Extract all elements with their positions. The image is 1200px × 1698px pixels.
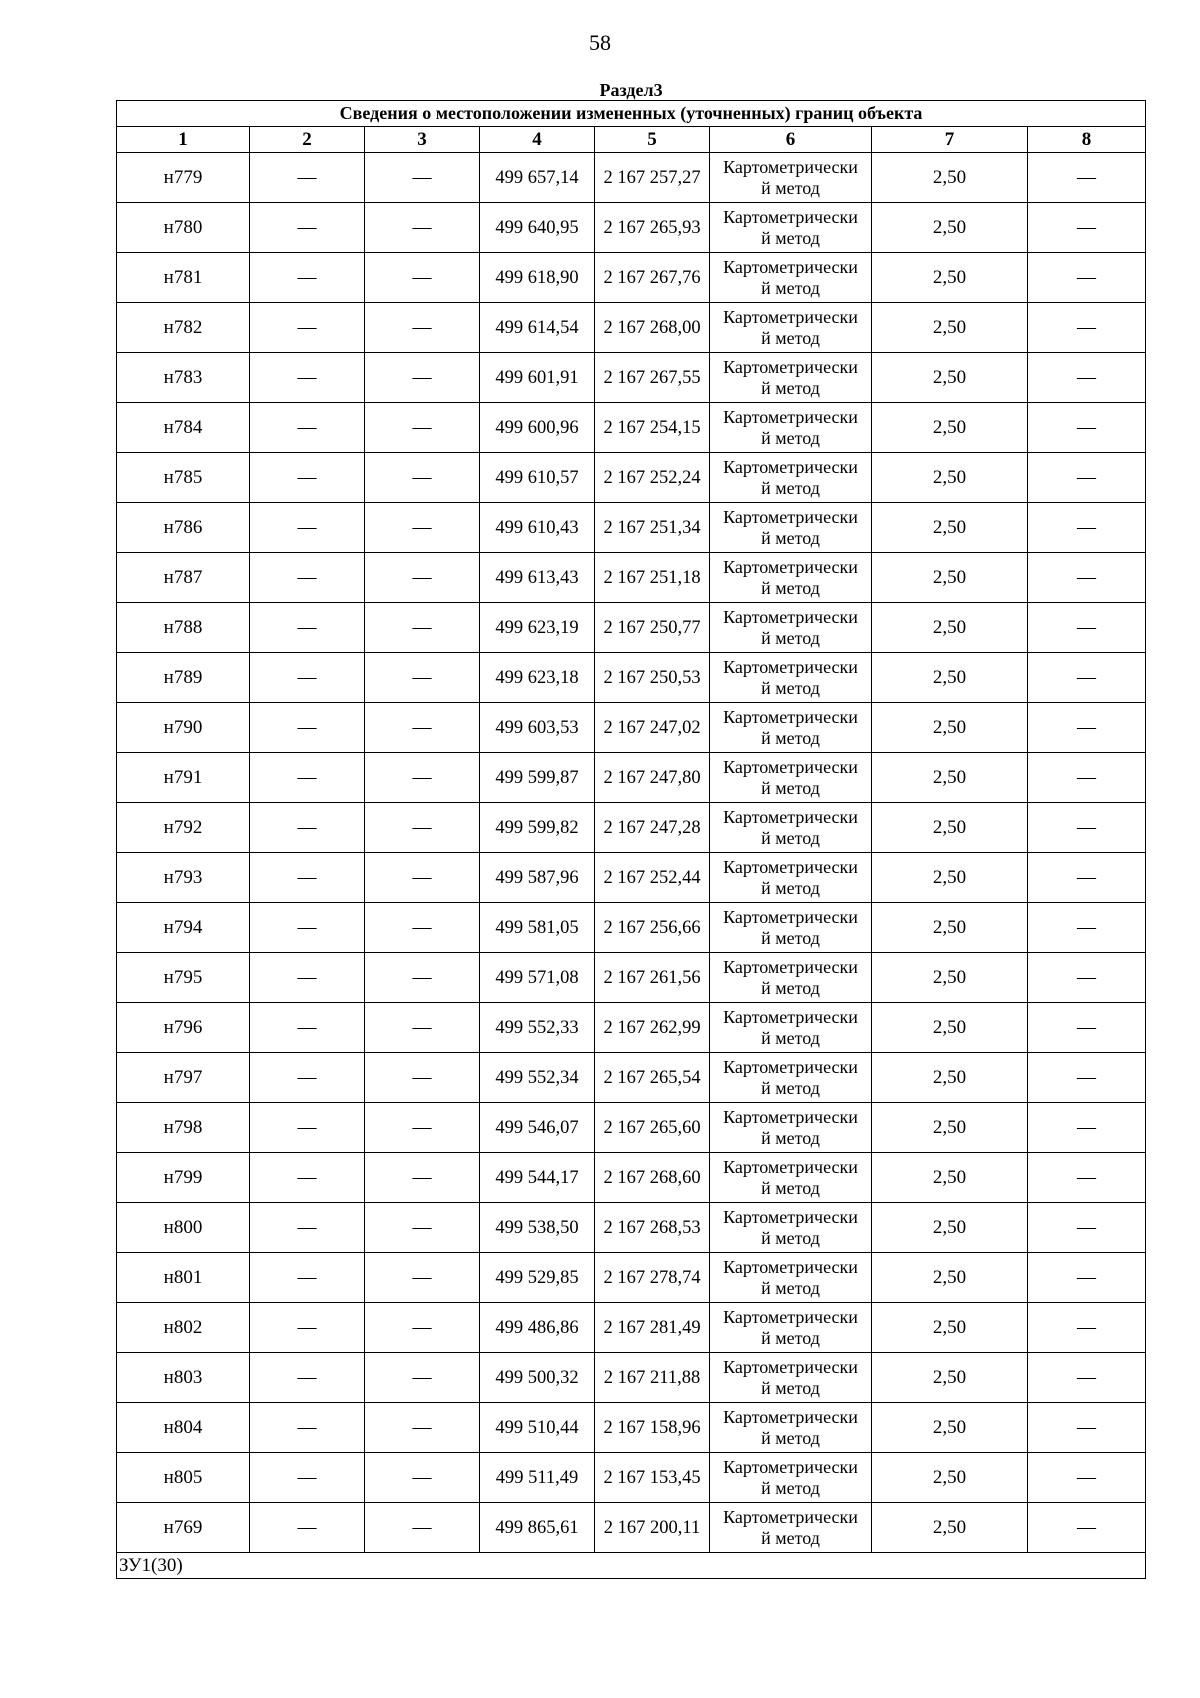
accuracy-cell: 2,50 — [872, 953, 1028, 1003]
accuracy-cell: 2,50 — [872, 403, 1028, 453]
column-3-cell: — — [365, 803, 480, 853]
accuracy-cell: 2,50 — [872, 1103, 1028, 1153]
y-coordinate-cell: 2 167 281,49 — [595, 1303, 710, 1353]
accuracy-cell: 2,50 — [872, 353, 1028, 403]
column-3-cell: — — [365, 903, 480, 953]
table-row — [117, 553, 1146, 603]
point-id-cell: н784 — [117, 403, 250, 453]
column-8-cell: — — [1028, 753, 1146, 803]
x-coordinate-cell: 499 587,96 — [480, 853, 595, 903]
column-8-cell: — — [1028, 303, 1146, 353]
x-coordinate-cell: 499 600,96 — [480, 403, 595, 453]
y-coordinate-cell: 2 167 250,77 — [595, 603, 710, 653]
accuracy-cell: 2,50 — [872, 1053, 1028, 1103]
y-coordinate-cell: 2 167 153,45 — [595, 1453, 710, 1503]
table-row — [117, 1503, 1146, 1553]
method-cell: Картометрически й метод — [710, 753, 872, 803]
x-coordinate-cell: 499 640,95 — [480, 203, 595, 253]
accuracy-cell: 2,50 — [872, 703, 1028, 753]
accuracy-cell: 2,50 — [872, 803, 1028, 853]
point-id-cell: н800 — [117, 1203, 250, 1253]
x-coordinate-cell: 499 581,05 — [480, 903, 595, 953]
column-number: 3 — [365, 127, 480, 153]
y-coordinate-cell: 2 167 252,44 — [595, 853, 710, 903]
method-cell: Картометрически й метод — [710, 1103, 872, 1153]
column-number-row — [117, 127, 1146, 153]
column-number: 6 — [710, 127, 872, 153]
column-2-cell: — — [250, 1503, 365, 1553]
y-coordinate-cell: 2 167 247,02 — [595, 703, 710, 753]
column-2-cell: — — [250, 1253, 365, 1303]
column-2-cell: — — [250, 903, 365, 953]
method-cell: Картометрически й метод — [710, 953, 872, 1003]
column-2-cell: — — [250, 603, 365, 653]
y-coordinate-cell: 2 167 247,80 — [595, 753, 710, 803]
accuracy-cell: 2,50 — [872, 653, 1028, 703]
table-row — [117, 1303, 1146, 1353]
point-id-cell: н804 — [117, 1403, 250, 1453]
accuracy-cell: 2,50 — [872, 253, 1028, 303]
y-coordinate-cell: 2 167 262,99 — [595, 1003, 710, 1053]
method-cell: Картометрически й метод — [710, 1353, 872, 1403]
method-cell: Картометрически й метод — [710, 553, 872, 603]
point-id-cell: н797 — [117, 1053, 250, 1103]
accuracy-cell: 2,50 — [872, 1003, 1028, 1053]
point-id-cell: н794 — [117, 903, 250, 953]
accuracy-cell: 2,50 — [872, 1203, 1028, 1253]
table-row — [117, 953, 1146, 1003]
x-coordinate-cell: 499 599,87 — [480, 753, 595, 803]
column-2-cell: — — [250, 503, 365, 553]
column-3-cell: — — [365, 953, 480, 1003]
column-3-cell: — — [365, 653, 480, 703]
point-id-cell: н786 — [117, 503, 250, 553]
method-cell: Картометрически й метод — [710, 1003, 872, 1053]
column-3-cell: — — [365, 1053, 480, 1103]
accuracy-cell: 2,50 — [872, 503, 1028, 553]
parcel-label: ЗУ1(30) — [117, 1553, 1146, 1579]
point-id-cell: н782 — [117, 303, 250, 353]
point-id-cell: н792 — [117, 803, 250, 853]
y-coordinate-cell: 2 167 256,66 — [595, 903, 710, 953]
column-2-cell: — — [250, 153, 365, 203]
column-3-cell: — — [365, 153, 480, 203]
x-coordinate-cell: 499 865,61 — [480, 1503, 595, 1553]
y-coordinate-cell: 2 167 257,27 — [595, 153, 710, 203]
column-8-cell: — — [1028, 253, 1146, 303]
column-8-cell: — — [1028, 1103, 1146, 1153]
y-coordinate-cell: 2 167 252,24 — [595, 453, 710, 503]
column-2-cell: — — [250, 303, 365, 353]
column-3-cell: — — [365, 353, 480, 403]
y-coordinate-cell: 2 167 250,53 — [595, 653, 710, 703]
column-8-cell: — — [1028, 353, 1146, 403]
point-id-cell: н802 — [117, 1303, 250, 1353]
method-cell: Картометрически й метод — [710, 1503, 872, 1553]
point-id-cell: н805 — [117, 1453, 250, 1503]
column-2-cell: — — [250, 453, 365, 503]
column-8-cell: — — [1028, 403, 1146, 453]
column-2-cell: — — [250, 1353, 365, 1403]
y-coordinate-cell: 2 167 251,34 — [595, 503, 710, 553]
x-coordinate-cell: 499 500,32 — [480, 1353, 595, 1403]
column-2-cell: — — [250, 853, 365, 903]
x-coordinate-cell: 499 552,33 — [480, 1003, 595, 1053]
method-cell: Картометрически й метод — [710, 903, 872, 953]
point-id-cell: н769 — [117, 1503, 250, 1553]
column-2-cell: — — [250, 553, 365, 603]
column-2-cell: — — [250, 1053, 365, 1103]
y-coordinate-cell: 2 167 247,28 — [595, 803, 710, 853]
method-cell: Картометрически й метод — [710, 1203, 872, 1253]
table-row — [117, 1153, 1146, 1203]
table-row — [117, 253, 1146, 303]
column-8-cell: — — [1028, 1453, 1146, 1503]
column-8-cell: — — [1028, 1303, 1146, 1353]
column-2-cell: — — [250, 203, 365, 253]
accuracy-cell: 2,50 — [872, 1453, 1028, 1503]
column-3-cell: — — [365, 1003, 480, 1053]
table-row — [117, 803, 1146, 853]
column-8-cell: — — [1028, 1153, 1146, 1203]
column-3-cell: — — [365, 1403, 480, 1453]
column-8-cell: — — [1028, 1503, 1146, 1553]
column-2-cell: — — [250, 803, 365, 853]
column-8-cell: — — [1028, 803, 1146, 853]
accuracy-cell: 2,50 — [872, 853, 1028, 903]
column-2-cell: — — [250, 1403, 365, 1453]
table-row — [117, 503, 1146, 553]
table-row — [117, 203, 1146, 253]
column-8-cell: — — [1028, 553, 1146, 603]
accuracy-cell: 2,50 — [872, 603, 1028, 653]
column-3-cell: — — [365, 503, 480, 553]
y-coordinate-cell: 2 167 200,11 — [595, 1503, 710, 1553]
accuracy-cell: 2,50 — [872, 1253, 1028, 1303]
y-coordinate-cell: 2 167 267,55 — [595, 353, 710, 403]
table-row — [117, 753, 1146, 803]
table-row — [117, 303, 1146, 353]
accuracy-cell: 2,50 — [872, 153, 1028, 203]
method-cell: Картометрически й метод — [710, 703, 872, 753]
x-coordinate-cell: 499 657,14 — [480, 153, 595, 203]
table-row — [117, 1453, 1146, 1503]
column-3-cell: — — [365, 1503, 480, 1553]
point-id-cell: н780 — [117, 203, 250, 253]
method-cell: Картометрически й метод — [710, 1153, 872, 1203]
x-coordinate-cell: 499 571,08 — [480, 953, 595, 1003]
table-row — [117, 403, 1146, 453]
x-coordinate-cell: 499 544,17 — [480, 1153, 595, 1203]
table-row — [117, 1203, 1146, 1253]
y-coordinate-cell: 2 167 251,18 — [595, 553, 710, 603]
x-coordinate-cell: 499 510,44 — [480, 1403, 595, 1453]
accuracy-cell: 2,50 — [872, 1353, 1028, 1403]
boundary-coordinates-table — [116, 80, 1146, 1579]
column-2-cell: — — [250, 1003, 365, 1053]
column-2-cell: — — [250, 703, 365, 753]
table-row — [117, 703, 1146, 753]
accuracy-cell: 2,50 — [872, 553, 1028, 603]
column-3-cell: — — [365, 203, 480, 253]
table-row — [117, 853, 1146, 903]
column-3-cell: — — [365, 253, 480, 303]
column-number: 2 — [250, 127, 365, 153]
y-coordinate-cell: 2 167 265,93 — [595, 203, 710, 253]
method-cell: Картометрически й метод — [710, 303, 872, 353]
column-8-cell: — — [1028, 503, 1146, 553]
method-cell: Картометрически й метод — [710, 1453, 872, 1503]
column-8-cell: — — [1028, 653, 1146, 703]
column-number: 1 — [117, 127, 250, 153]
table-row — [117, 1053, 1146, 1103]
table-title: Сведения о местоположении измененных (уточненных) границ объекта — [117, 101, 1146, 127]
y-coordinate-cell: 2 167 211,88 — [595, 1353, 710, 1403]
point-id-cell: н789 — [117, 653, 250, 703]
column-2-cell: — — [250, 403, 365, 453]
accuracy-cell: 2,50 — [872, 453, 1028, 503]
column-3-cell: — — [365, 1353, 480, 1403]
point-id-cell: н781 — [117, 253, 250, 303]
column-8-cell: — — [1028, 1253, 1146, 1303]
column-3-cell: — — [365, 1453, 480, 1503]
point-id-cell: н798 — [117, 1103, 250, 1153]
column-2-cell: — — [250, 953, 365, 1003]
column-2-cell: — — [250, 1203, 365, 1253]
column-8-cell: — — [1028, 203, 1146, 253]
y-coordinate-cell: 2 167 268,53 — [595, 1203, 710, 1253]
column-3-cell: — — [365, 403, 480, 453]
column-8-cell: — — [1028, 1053, 1146, 1103]
column-3-cell: — — [365, 1253, 480, 1303]
point-id-cell: н796 — [117, 1003, 250, 1053]
point-id-cell: н779 — [117, 153, 250, 203]
column-2-cell: — — [250, 1153, 365, 1203]
method-cell: Картометрически й метод — [710, 1053, 872, 1103]
method-cell: Картометрически й метод — [710, 503, 872, 553]
column-2-cell: — — [250, 353, 365, 403]
accuracy-cell: 2,50 — [872, 1503, 1028, 1553]
x-coordinate-cell: 499 546,07 — [480, 1103, 595, 1153]
method-cell: Картометрически й метод — [710, 1303, 872, 1353]
x-coordinate-cell: 499 610,57 — [480, 453, 595, 503]
y-coordinate-cell: 2 167 265,60 — [595, 1103, 710, 1153]
y-coordinate-cell: 2 167 267,76 — [595, 253, 710, 303]
accuracy-cell: 2,50 — [872, 753, 1028, 803]
column-8-cell: — — [1028, 903, 1146, 953]
column-8-cell: — — [1028, 153, 1146, 203]
column-3-cell: — — [365, 553, 480, 603]
column-8-cell: — — [1028, 703, 1146, 753]
table-row — [117, 153, 1146, 203]
column-2-cell: — — [250, 1103, 365, 1153]
y-coordinate-cell: 2 167 265,54 — [595, 1053, 710, 1103]
method-cell: Картометрически й метод — [710, 803, 872, 853]
column-number: 5 — [595, 127, 710, 153]
point-id-cell: н785 — [117, 453, 250, 503]
column-8-cell: — — [1028, 953, 1146, 1003]
x-coordinate-cell: 499 486,86 — [480, 1303, 595, 1353]
x-coordinate-cell: 499 613,43 — [480, 553, 595, 603]
column-3-cell: — — [365, 1103, 480, 1153]
column-3-cell: — — [365, 853, 480, 903]
table-row — [117, 1253, 1146, 1303]
column-3-cell: — — [365, 703, 480, 753]
table-row — [117, 1003, 1146, 1053]
x-coordinate-cell: 499 552,34 — [480, 1053, 595, 1103]
column-3-cell: — — [365, 753, 480, 803]
method-cell: Картометрически й метод — [710, 853, 872, 903]
column-8-cell: — — [1028, 1353, 1146, 1403]
y-coordinate-cell: 2 167 278,74 — [595, 1253, 710, 1303]
method-cell: Картометрически й метод — [710, 153, 872, 203]
x-coordinate-cell: 499 538,50 — [480, 1203, 595, 1253]
point-id-cell: н787 — [117, 553, 250, 603]
column-2-cell: — — [250, 653, 365, 703]
y-coordinate-cell: 2 167 254,15 — [595, 403, 710, 453]
x-coordinate-cell: 499 610,43 — [480, 503, 595, 553]
column-8-cell: — — [1028, 1003, 1146, 1053]
column-3-cell: — — [365, 1203, 480, 1253]
column-3-cell: — — [365, 1153, 480, 1203]
column-8-cell: — — [1028, 1403, 1146, 1453]
table-row — [117, 453, 1146, 503]
method-cell: Картометрически й метод — [710, 203, 872, 253]
point-id-cell: н795 — [117, 953, 250, 1003]
method-cell: Картометрически й метод — [710, 1253, 872, 1303]
column-number: 7 — [872, 127, 1028, 153]
section-label: Раздел3 — [599, 80, 663, 100]
table-row — [117, 1103, 1146, 1153]
column-2-cell: — — [250, 753, 365, 803]
table-row — [117, 353, 1146, 403]
method-cell: Картометрически й метод — [710, 453, 872, 503]
x-coordinate-cell: 499 601,91 — [480, 353, 595, 403]
accuracy-cell: 2,50 — [872, 203, 1028, 253]
method-cell: Картометрически й метод — [710, 1403, 872, 1453]
point-id-cell: н790 — [117, 703, 250, 753]
x-coordinate-cell: 499 623,18 — [480, 653, 595, 703]
column-3-cell: — — [365, 1303, 480, 1353]
column-2-cell: — — [250, 1453, 365, 1503]
x-coordinate-cell: 499 618,90 — [480, 253, 595, 303]
column-3-cell: — — [365, 603, 480, 653]
accuracy-cell: 2,50 — [872, 1303, 1028, 1353]
point-id-cell: н791 — [117, 753, 250, 803]
table-row — [117, 1353, 1146, 1403]
x-coordinate-cell: 499 603,53 — [480, 703, 595, 753]
point-id-cell: н799 — [117, 1153, 250, 1203]
column-3-cell: — — [365, 453, 480, 503]
method-cell: Картометрически й метод — [710, 653, 872, 703]
table-row — [117, 1403, 1146, 1453]
accuracy-cell: 2,50 — [872, 1403, 1028, 1453]
y-coordinate-cell: 2 167 261,56 — [595, 953, 710, 1003]
x-coordinate-cell: 499 599,82 — [480, 803, 595, 853]
point-id-cell: н783 — [117, 353, 250, 403]
x-coordinate-cell: 499 511,49 — [480, 1453, 595, 1503]
column-8-cell: — — [1028, 1203, 1146, 1253]
y-coordinate-cell: 2 167 158,96 — [595, 1403, 710, 1453]
table-row — [117, 653, 1146, 703]
y-coordinate-cell: 2 167 268,60 — [595, 1153, 710, 1203]
x-coordinate-cell: 499 623,19 — [480, 603, 595, 653]
accuracy-cell: 2,50 — [872, 903, 1028, 953]
x-coordinate-cell: 499 529,85 — [480, 1253, 595, 1303]
y-coordinate-cell: 2 167 268,00 — [595, 303, 710, 353]
accuracy-cell: 2,50 — [872, 303, 1028, 353]
accuracy-cell: 2,50 — [872, 1153, 1028, 1203]
method-cell: Картометрически й метод — [710, 353, 872, 403]
column-8-cell: — — [1028, 603, 1146, 653]
column-3-cell: — — [365, 303, 480, 353]
method-cell: Картометрически й метод — [710, 603, 872, 653]
point-id-cell: н793 — [117, 853, 250, 903]
x-coordinate-cell: 499 614,54 — [480, 303, 595, 353]
column-2-cell: — — [250, 1303, 365, 1353]
table-row — [117, 903, 1146, 953]
column-number: 4 — [480, 127, 595, 153]
page-number: 58 — [589, 30, 611, 55]
column-8-cell: — — [1028, 453, 1146, 503]
method-cell: Картометрически й метод — [710, 253, 872, 303]
table-row — [117, 603, 1146, 653]
column-number: 8 — [1028, 127, 1146, 153]
point-id-cell: н788 — [117, 603, 250, 653]
column-8-cell: — — [1028, 853, 1146, 903]
point-id-cell: н801 — [117, 1253, 250, 1303]
column-2-cell: — — [250, 253, 365, 303]
method-cell: Картометрически й метод — [710, 403, 872, 453]
point-id-cell: н803 — [117, 1353, 250, 1403]
